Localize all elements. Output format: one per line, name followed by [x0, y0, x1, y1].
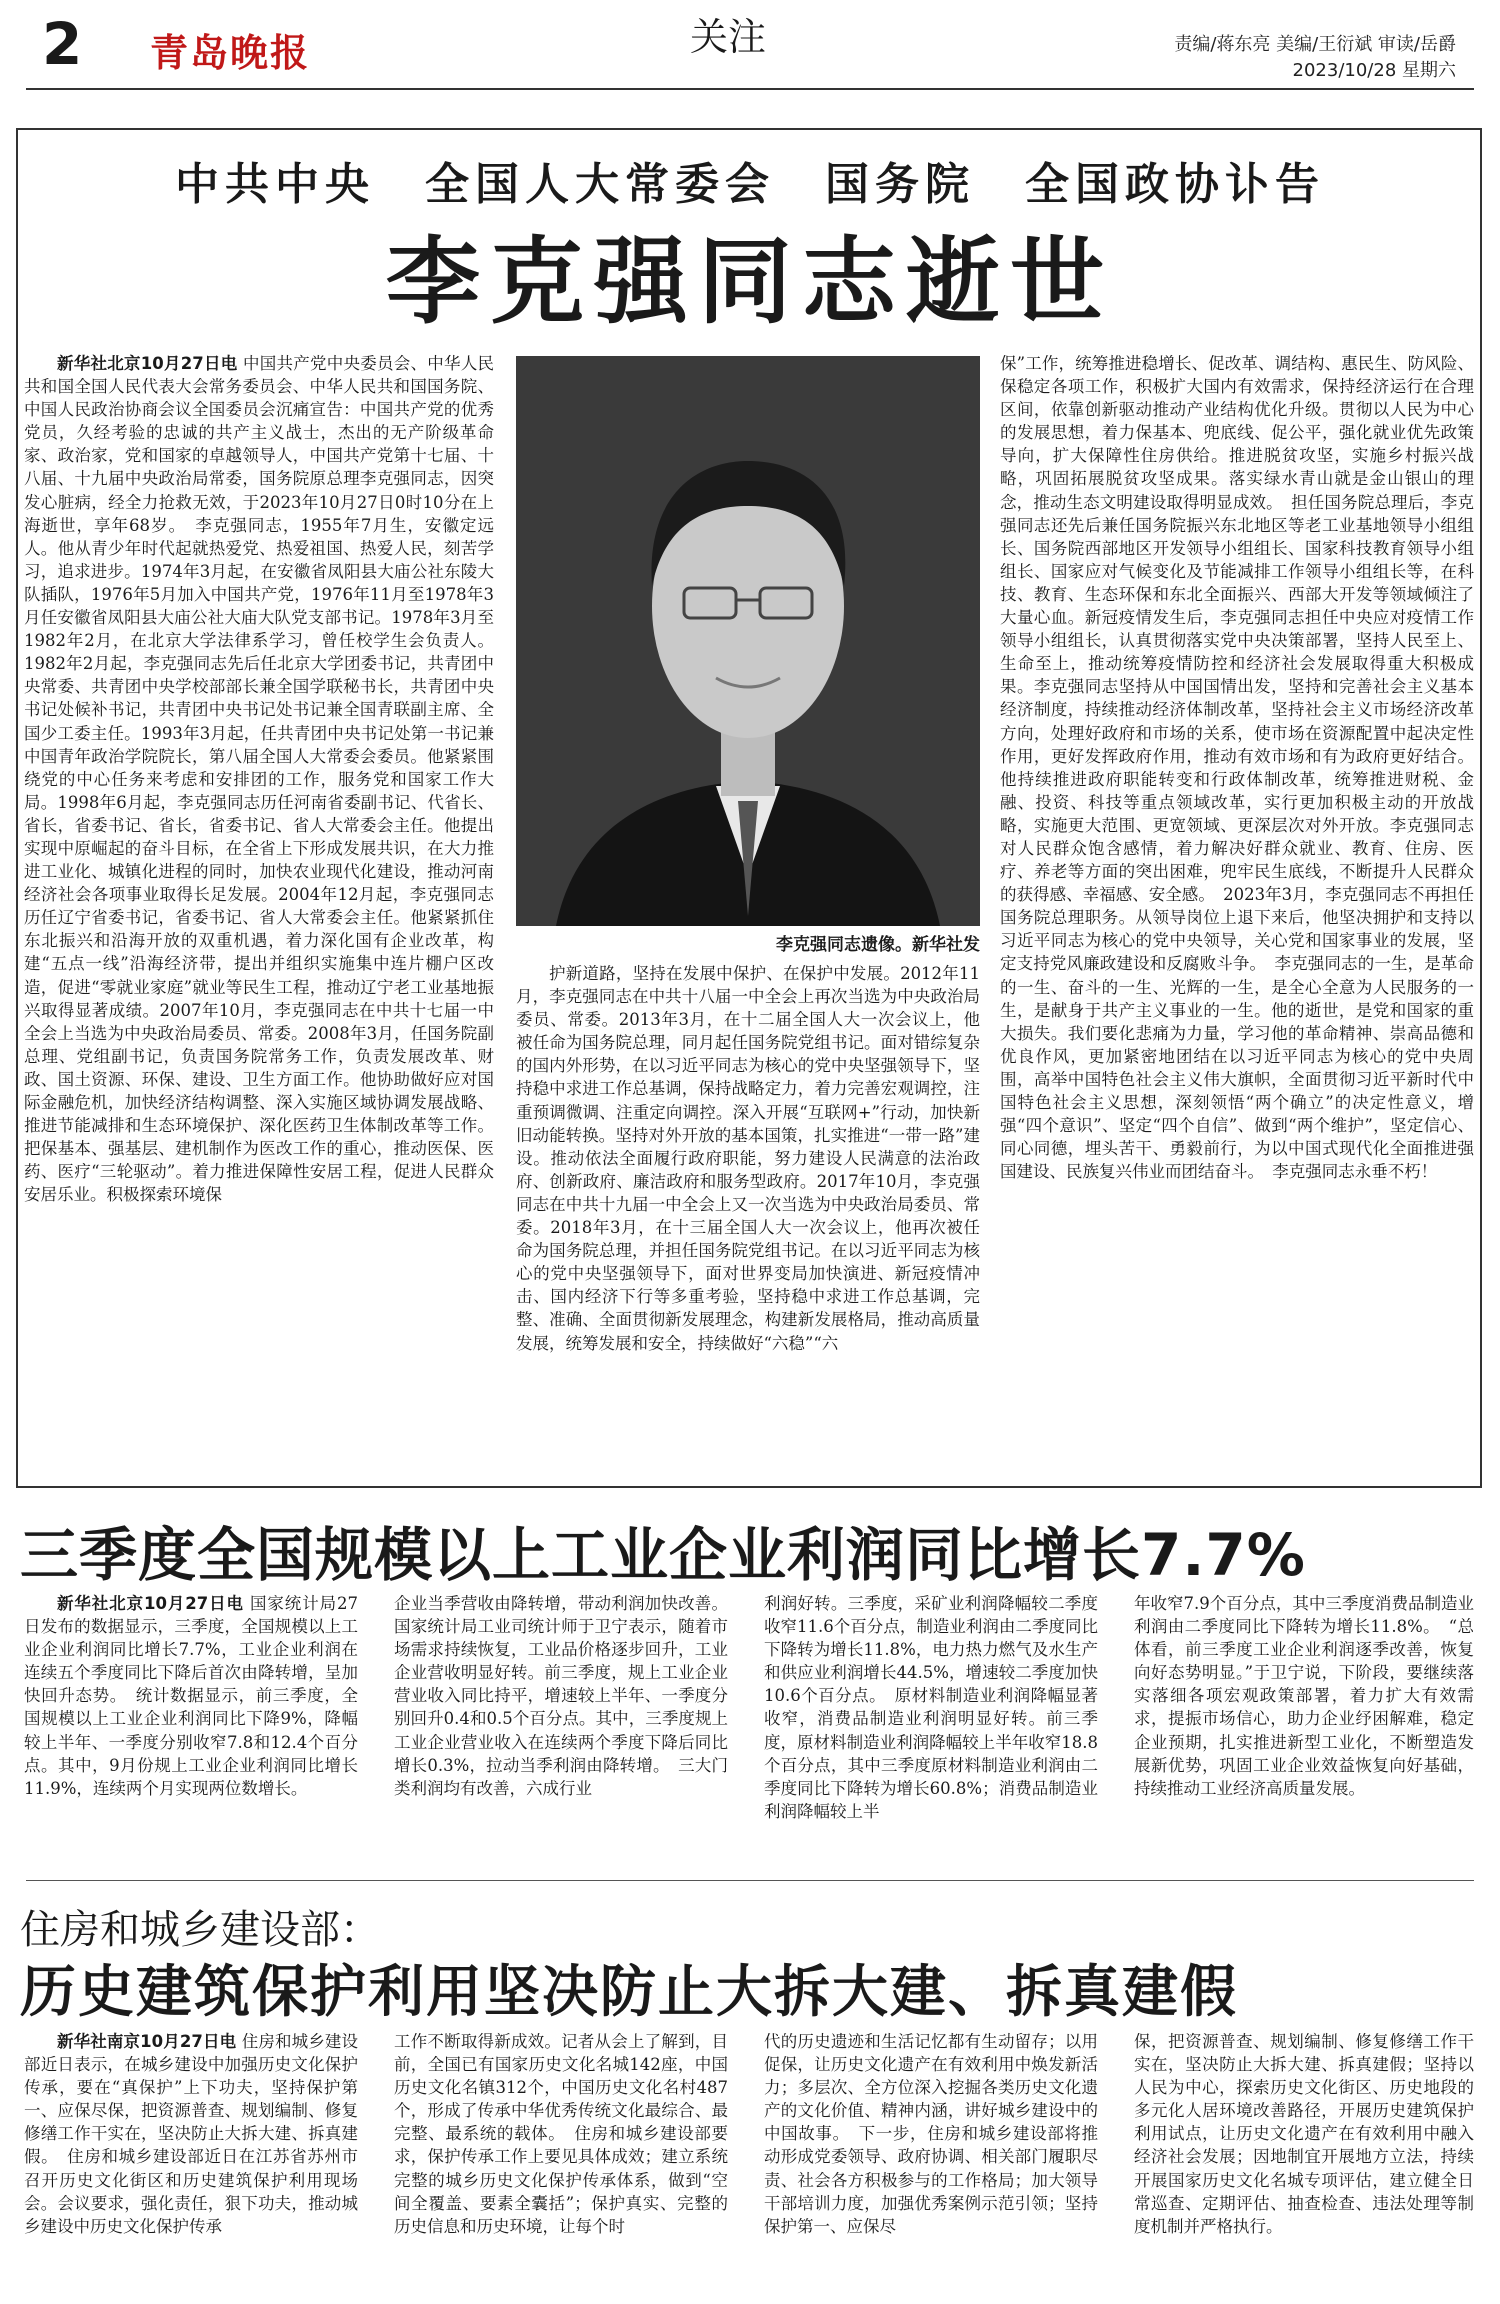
story3-text-1: 住房和城乡建设部近日表示，在城乡建设中加强历史文化保护传承，要在“真保护”上下功夫，坚持保护第一、应保尽保，把资源普查、规划编制、修复修缮工作干实在，坚决防止大拆大建、拆真建假。 住房和城乡建设部近日在江苏省苏州市召开历史文化街区和历史建筑保护利用现场会。会议要求，强化责任，狠下功夫，推动城乡建设中历史文化保护传承	[24, 2032, 358, 2236]
page-number: 2	[42, 10, 83, 78]
story1-column-1	[24, 352, 494, 1468]
story3-column-4	[1134, 2030, 1474, 2302]
story1-dateline: 新华社北京10月27日电	[57, 354, 238, 373]
story2-text-4: 年收窄7.9个百分点，其中三季度消费品制造业利润由二季度同比下降转为增长11.8%。 “总体看，前三季度工业企业利润逐季改善，恢复向好态势明显。”于卫宁说，下阶段，要继续落实落细各项宏观政策部署，着力扩大有效需求，提振市场信心，助力企业纾困解难，稳定企业预期，扎实推进新型工业化，不断塑造发展新优势，巩固工业企业效益恢复向好基础，持续推动工业经济高质量发展。	[1134, 1594, 1474, 1798]
story1-text-1: 中国共产党中央委员会、中华人民共和国全国人民代表大会常务委员会、中华人民共和国国务院、中国人民政治协商会议全国委员会沉痛宣告：中国共产党的优秀党员，久经考验的忠诚的共产主义战士，杰出的无产阶级革命家、政治家，党和国家的卓越领导人，中国共产党第十七届、十八届、十九届中央政治局常委，国务院原总理李克强同志，因突发心脏病，经全力抢救无效，于2023年10月27日0时10分在上海逝世，享年68岁。 李克强同志，1955年7月生，安徽定远人。他从青少年时代起就热爱党、热爱祖国、热爱人民，刻苦学习，追求进步。1974年3月起，在安徽省凤阳县大庙公社东陵大队插队，1976年5月加入中国共产党，1976年11月至1978年3月任安徽省凤阳县大庙公社大庙大队党支部书记。1978年3月至1982年2月，在北京大学法律系学习，曾任校学生会负责人。1982年2月起，李克强同志先后任北京大学团委书记，共青团中央常委、共青团中央学校部部长兼全国学联秘书长，共青团中央书记处候补书记，共青团中央书记处书记兼全国青联副主席、全国少工委主任。1993年3月起，任共青团中央书记处第一书记兼中国青年政治学院院长，第八届全国人大常委会委员。他紧紧围绕党的中心任务来考虑和安排团的工作，服务党和国家工作大局。1998年6月起，李克强同志历任河南省委副书记、代省长、省长，省委书记、省长，省委书记、省人大常委会主任。他提出实现中原崛起的奋斗目标，在全省上下形成发展共识，在大力推进工业化、城镇化进程的同时，加快农业现代化建设，推动河南经济社会各项事业取得长足发展。2004年12月起，李克强同志历任辽宁省委书记，省委书记、省人大常委会主任。他紧紧抓住东北振兴和沿海开放的双重机遇，着力深化国有企业改革，构建“五点一线”沿海经济带，提出并组织实施集中连片棚户区改造，促进“零就业家庭”就业等民生工程，推动辽宁老工业基地振兴取得显著成绩。2007年10月，李克强同志在中共十七届一中全会上当选为中央政治局委员、常委。2008年3月，任国务院副总理、党组副书记，负责国务院常务工作，负责发展改革、财政、国土资源、环保、建设、卫生方面工作。他协助做好应对国际金融危机，加快经济结构调整、深入实施区域协调发展战略、推进节能减排和生态环境保护、深化医药卫生体制改革等工作。把保基本、强基层、建机制作为医改工作的重心，推动医保、医药、医疗“三轮驱动”。着力推进保障性安居工程，促进人民群众安居乐业。积极探索环境保	[24, 354, 494, 1205]
story2-column-3	[764, 1592, 1098, 1862]
story3-text-3: 代的历史遗迹和生活记忆都有生动留存；以用促保，让历史文化遗产在有效利用中焕发新活力；多层次、全方位深入挖掘各类历史文化遗产的文化价值、精神内涵，讲好城乡建设中的中国故事。 下一步，住房和城乡建设部将推动形成党委领导、政府协调、相关部门履职尽责、社会各方积极参与的工作格局；加大领导干部培训力度，加强优秀案例示范引领；坚持保护第一、应保尽	[764, 2032, 1098, 2236]
section-title: 关注	[690, 15, 767, 59]
story3-column-2	[394, 2030, 728, 2302]
story3-headline: 历史建筑保护利用坚决防止大拆大建、拆真建假	[20, 1960, 1238, 2025]
story2-dateline: 新华社北京10月27日电	[57, 1594, 244, 1613]
story3-column-1	[24, 2030, 358, 2302]
story-divider	[26, 1880, 1474, 1881]
story3-text-2: 工作不断取得新成效。记者从会上了解到，目前，全国已有国家历史文化名城142座，中国历史文化名镇312个，中国历史文化名村487个，形成了传承中华优秀传统文化最综合、最完整、最系统的载体。 住房和城乡建设部要求，保护传承工作上要见具体成效；建立系统完整的城乡历史文化保护传承体系，做到“空间全覆盖、要素全囊括”；保护真实、完整的历史信息和历史环境，让每个时	[394, 2032, 728, 2236]
story2-column-4	[1134, 1592, 1474, 1862]
story3-kicker: 住房和城乡建设部：	[20, 1907, 380, 1953]
story1-column-3	[1000, 352, 1474, 1468]
story2-headline: 三季度全国规模以上工业企业利润同比增长7.7%	[20, 1521, 1306, 1589]
story2-column-2	[394, 1592, 728, 1862]
story1-text-3: 保”工作，统筹推进稳增长、促改革、调结构、惠民生、防风险、保稳定各项工作，积极扩大国内有效需求，保持经济运行在合理区间，依靠创新驱动推动产业结构优化升级。贯彻以人民为中心的发展思想，着力保基本、兜底线、促公平，强化就业优先政策导向，扩大保障性住房供给。推进脱贫攻坚，实施乡村振兴战略，巩固拓展脱贫攻坚成果。落实绿水青山就是金山银山的理念，推动生态文明建设取得明显成效。 担任国务院总理后，李克强同志还先后兼任国务院振兴东北地区等老工业基地领导小组组长、国务院西部地区开发领导小组组长、国家科技教育领导小组组长、国家应对气候变化及节能减排工作领导小组组长等，在科技、教育、生态环保和东北全面振兴、西部大开发等领域倾注了大量心血。新冠疫情发生后，李克强同志担任中央应对疫情工作领导小组组长，认真贯彻落实党中央决策部署，坚持人民至上、生命至上，推动统筹疫情防控和经济社会发展取得重大积极成果。李克强同志坚持从中国国情出发，坚持和完善社会主义基本经济制度，持续推动经济体制改革，坚持社会主义市场经济改革方向，处理好政府和市场的关系，使市场在资源配置中起决定性作用，更好发挥政府作用，推动有效市场和有为政府更好结合。他持续推进政府职能转变和行政体制改革，统筹推进财税、金融、投资、科技等重点领域改革，实行更加积极主动的开放战略，实施更大范围、更宽领域、更深层次对外开放。李克强同志对人民群众饱含感情，着力解决好群众就业、教育、住房、医疗、养老等方面的突出困难，兜牢民生底线，不断提升人民群众的获得感、幸福感、安全感。 2023年3月，李克强同志不再担任国务院总理职务。从领导岗位上退下来后，他坚决拥护和支持以习近平同志为核心的党中央领导，关心党和国家事业的发展，坚定支持党风廉政建设和反腐败斗争。 李克强同志的一生，是革命的一生、奋斗的一生、光辉的一生，是全心全意为人民服务的一生，是献身于共产主义事业的一生。他的逝世，是党和国家的重大损失。我们要化悲痛为力量，学习他的革命精神、崇高品德和优良作风，更加紧密地团结在以习近平同志为核心的党中央周围，高举中国特色社会主义伟大旗帜，全面贯彻习近平新时代中国特色社会主义思想，深刻领悟“两个确立”的决定性意义，增强“四个意识”、坚定“四个自信”、做到“两个维护”，坚定信心、同心同德，埋头苦干、勇毅前行，为以中国式现代化全面推进强国建设、民族复兴伟业而团结奋斗。 李克强同志永垂不朽！	[1000, 354, 1474, 1182]
header-rule	[26, 88, 1474, 90]
story1-text-2: 护新道路，坚持在发展中保护、在保护中发展。2012年11月，李克强同志在中共十八届一中全会上再次当选为中央政治局委员、常委。2013年3月，在十二届全国人大一次会议上，他被任命为国务院总理，同月起任国务院党组书记。面对错综复杂的国内外形势，在以习近平同志为核心的党中央坚强领导下，坚持稳中求进工作总基调，保持战略定力，着力完善宏观调控，注重预调微调、注重定向调控。深入开展“互联网+”行动，加快新旧动能转换。坚持对外开放的基本国策，扎实推进“一带一路”建设。推动依法全面履行政府职能，努力建设人民满意的法治政府、创新政府、廉洁政府和服务型政府。2017年10月，李克强同志在中共十九届一中全会上又一次当选为中央政治局委员、常委。2018年3月，在十三届全国人大一次会议上，他再次被任命为国务院总理，并担任国务院党组书记。在以习近平同志为核心的党中央坚强领导下，面对世界变局加快演进、新冠疫情冲击、国内经济下行等多重考验，坚持稳中求进工作总基调，完整、准确、全面贯彻新发展理念，构建新发展格局，推动高质量发展，统筹发展和安全，持续做好“六稳”“六	[516, 964, 980, 1353]
story2-text-2: 企业当季营收由降转增，带动利润加快改善。国家统计局工业司统计师于卫宁表示，随着市场需求持续恢复，工业品价格逐步回升，工业企业营收明显好转。前三季度，规上工业企业营业收入同比持平，增速较上半年、一季度分别回升0.4和0.5个百分点。其中，三季度规上工业企业营业收入在连续两个季度下降后同比增长0.3%，拉动当季利润由降转增。 三大门类利润均有改善，六成行业	[394, 1594, 728, 1798]
photo-caption: 李克强同志遗像。新华社发	[776, 935, 980, 955]
story2-column-1	[24, 1592, 358, 1862]
newspaper-masthead: 青岛晚报	[150, 30, 311, 75]
story1-headline: 李克强同志逝世	[385, 228, 1114, 337]
story1-column-2	[516, 962, 980, 1468]
editor-credits: 责编/蒋东亮 美编/王衍斌 审读/岳爵	[1174, 34, 1456, 55]
story3-column-3	[764, 2030, 1098, 2302]
story3-dateline: 新华社南京10月27日电	[57, 2032, 237, 2051]
story3-text-4: 保，把资源普查、规划编制、修复修缮工作干实在，坚决防止大拆大建、拆真建假；坚持以人民为中心，探索历史文化街区、历史地段的多元化人居环境改善路径，开展历史建筑保护利用试点，让历史文化遗产在有效利用中融入经济社会发展；因地制宜开展地方立法，持续开展国家历史文化名城专项评估，建立健全日常巡查、定期评估、抽查检查、违法处理等制度机制并严格执行。	[1134, 2032, 1474, 2236]
story2-text-1: 国家统计局27日发布的数据显示，三季度，全国规模以上工业企业利润同比增长7.7%，工业企业利润在连续五个季度同比下降后首次由降转增，呈加快回升态势。 统计数据显示，前三季度，全国规模以上工业企业利润同比下降9%，降幅较上半年、一季度分别收窄7.8和12.4个百分点。其中，9月份规上工业企业利润同比增长11.9%，连续两个月实现两位数增长。	[24, 1594, 358, 1798]
issue-date: 2023/10/28 星期六	[1292, 60, 1456, 81]
portrait-photo	[516, 356, 980, 926]
story1-kicker: 中共中央 全国人大常委会 国务院 全国政协讣告	[175, 159, 1325, 210]
portrait-image	[516, 356, 980, 926]
story2-text-3: 利润好转。三季度，采矿业利润降幅较二季度收窄11.6个百分点，制造业利润由二季度同比下降转为增长11.8%，电力热力燃气及水生产和供应业利润增长44.5%，增速较二季度加快10.6个百分点。 原材料制造业利润降幅显著收窄，消费品制造业利润明显好转。前三季度，原材料制造业利润降幅较上半年收窄18.8个百分点，其中三季度原材料制造业利润由二季度同比下降转为增长60.8%；消费品制造业利润降幅较上半	[764, 1594, 1098, 1821]
